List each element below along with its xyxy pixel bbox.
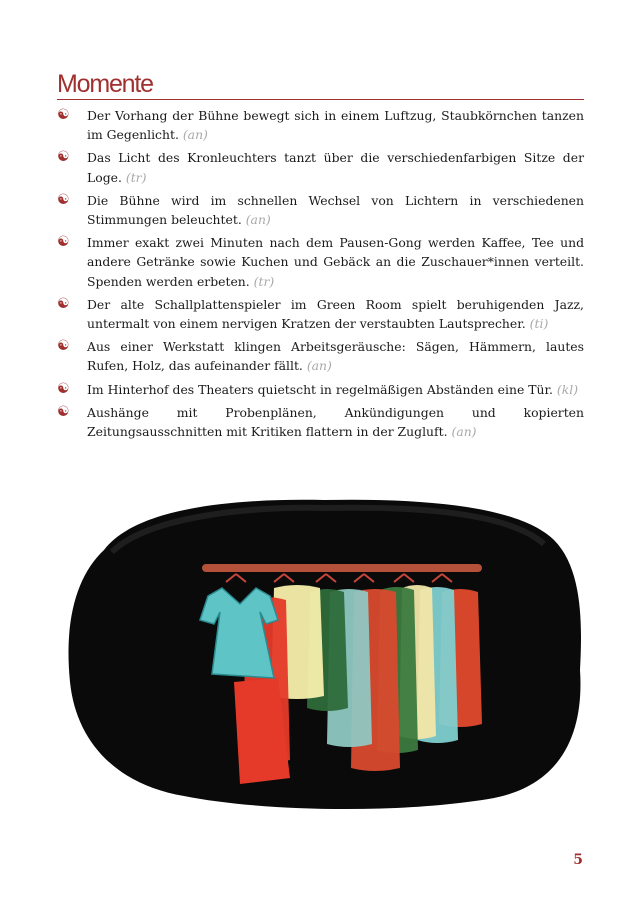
- yin-yang-icon: ☯: [57, 149, 70, 166]
- moment-body: Aushänge mit Probenplänen, Ankündigungen und kopierten Zeitungsausschnitten mit Kritiken flattern in der Zugluft.: [87, 404, 584, 440]
- clothes-rail: [202, 564, 482, 572]
- yin-yang-icon: ☯: [57, 403, 70, 420]
- moment-text: [87, 233, 584, 291]
- yin-yang-icon: ☯: [57, 338, 70, 355]
- author-tag: (kl): [556, 381, 579, 397]
- author-tag: (an): [451, 424, 477, 440]
- page-number: 5: [573, 852, 583, 868]
- author-tag: (an): [306, 358, 332, 374]
- yin-yang-icon: ☯: [57, 107, 70, 123]
- moment-body: Die Bühne wird im schnellen Wechsel von Lichtern in verschiedenen Stimmungen beleuchtet.: [87, 192, 584, 228]
- clothes-rack-illustration: [64, 492, 584, 814]
- yin-yang-icon: ☯: [57, 191, 70, 208]
- moment-body: Der alte Schallplattenspieler im Green Room spielt beruhigenden Jazz, untermalt von einem nervigen Kratzen der verstaubten Lautsprecher.: [87, 296, 584, 332]
- moment-text: [87, 106, 584, 144]
- moment-item: [57, 191, 584, 229]
- moment-item: [57, 295, 584, 333]
- moment-item: [57, 233, 584, 291]
- moment-item: [57, 380, 584, 399]
- moment-item: [57, 148, 584, 186]
- moment-item: [57, 337, 584, 375]
- author-tag: (an): [245, 212, 271, 228]
- author-tag: (tr): [253, 273, 275, 289]
- moments-list: [57, 106, 584, 445]
- moment-body: Immer exakt zwei Minuten nach dem Pausen-Gong werden Kaffee, Tee und andere Getränke sowie Kuchen und Gebäck an die Zuschauer*innen verteilt. Spenden werden erbeten.: [87, 235, 584, 289]
- yin-yang-icon: ☯: [57, 234, 70, 251]
- moment-body: Das Licht des Kronleuchters tanzt über die verschiedenfarbigen Sitze der Loge.: [87, 150, 584, 185]
- moment-text: [87, 380, 584, 399]
- moment-item: [57, 403, 584, 441]
- yin-yang-icon: ☯: [57, 295, 70, 312]
- moment-text: [87, 191, 584, 229]
- yin-yang-icon: ☯: [57, 380, 70, 397]
- moment-body: Im Hinterhof des Theaters quietscht in regelmäßigen Abständen eine Tür.: [87, 381, 553, 397]
- author-tag: (an): [182, 127, 208, 143]
- moment-text: [87, 295, 584, 333]
- author-tag: (ti): [529, 316, 549, 332]
- moment-text: [87, 337, 584, 375]
- moment-body: Aus einer Werkstatt klingen Arbeitsgeräusche: Sägen, Hämmern, lautes Rufen, Holz, das aufeinander fällt.: [87, 339, 584, 374]
- moment-text: [87, 148, 584, 186]
- moment-text: [87, 403, 584, 441]
- heading-rule: [57, 99, 584, 100]
- author-tag: (tr): [125, 169, 147, 185]
- section-heading: Momente: [57, 70, 153, 98]
- moment-body: Der Vorhang der Bühne bewegt sich in einem Luftzug, Staubkörnchen tanzen im Gegenlicht.: [87, 108, 584, 143]
- moment-item: [57, 106, 584, 144]
